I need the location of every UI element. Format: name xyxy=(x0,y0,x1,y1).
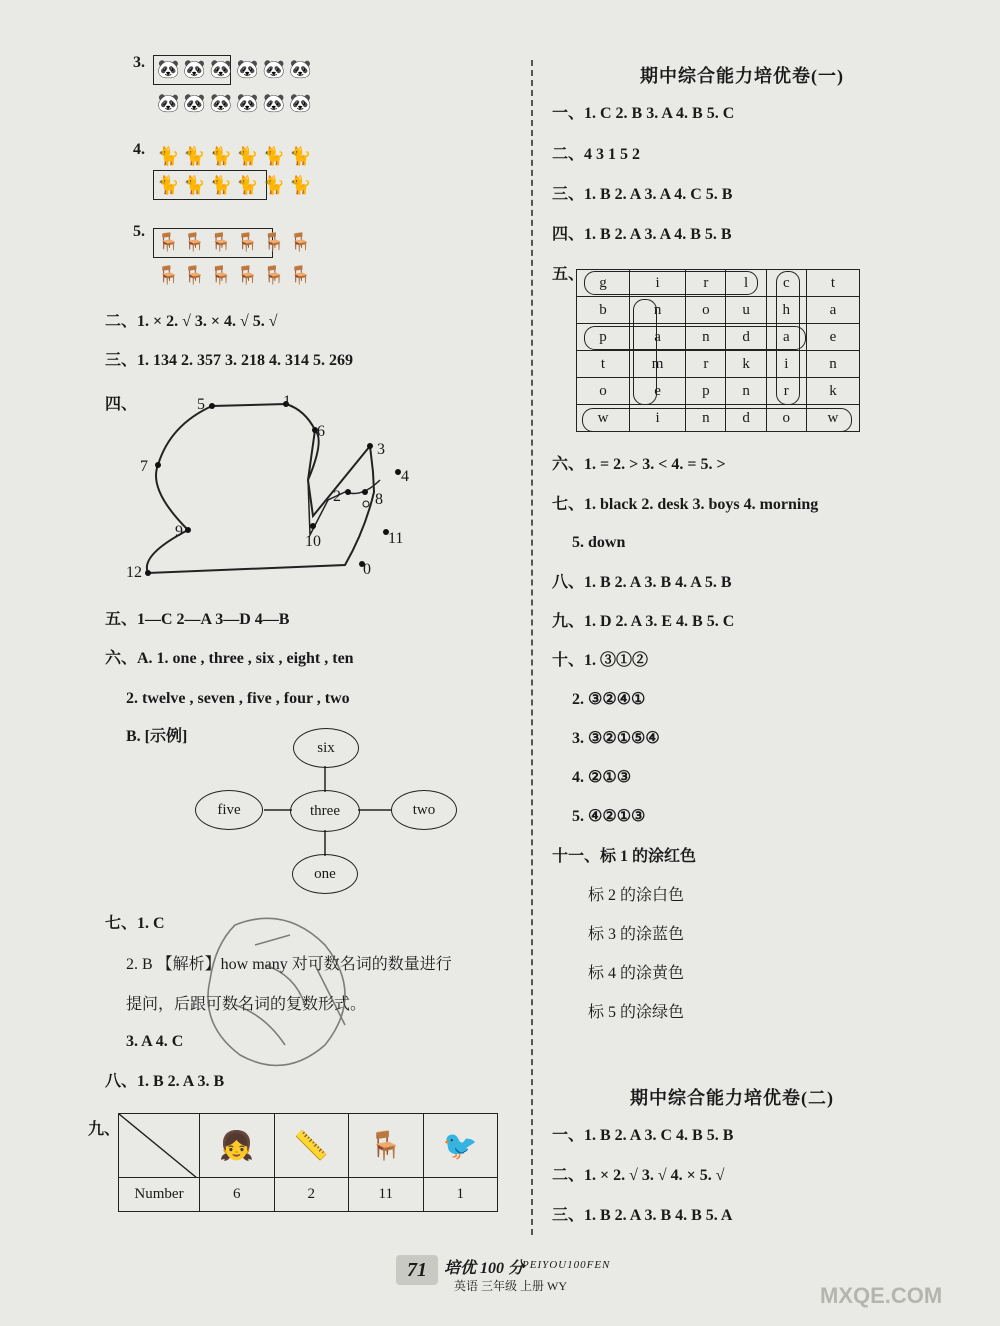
grid-letter-cell: c xyxy=(766,270,806,297)
grid-letter-cell: u xyxy=(726,297,766,324)
grid-letter-cell: a xyxy=(766,324,806,351)
panda-icon: 🐼 xyxy=(262,93,286,113)
right-answer-3: 三、1. B 2. A 3. A 4. C 5. B xyxy=(552,186,733,203)
chair-icon: 🪑 xyxy=(209,265,233,285)
grid-letter-cell: k xyxy=(806,378,859,405)
right-answer-10-5: 5. ④②①③ xyxy=(572,808,646,825)
answer-section-7-2: 2. B 【解析】how many 对可数名词的数量进行 xyxy=(126,956,452,973)
dot-label: 11 xyxy=(388,530,404,547)
grid-letter-cell: i xyxy=(630,270,686,297)
right-answer-1: 一、1. C 2. B 3. A 4. B 5. C xyxy=(552,105,735,122)
animal-row-1 xyxy=(157,145,312,167)
cat-icon: 🐈 xyxy=(209,146,233,166)
circle-word-pen xyxy=(633,299,657,405)
right-answer-10-2: 2. ③②④① xyxy=(572,691,646,708)
circle-word-chair xyxy=(776,271,800,405)
grid-row xyxy=(577,297,860,324)
number-cell: 1 xyxy=(423,1178,498,1212)
right-answer-11-3: 标 3 的涂蓝色 xyxy=(588,926,685,943)
answer-section-9-label: 九、 xyxy=(88,1121,121,1138)
dot-label: 2 xyxy=(333,488,341,505)
panda-row-1 xyxy=(157,58,312,80)
dot-label: 10 xyxy=(305,533,321,550)
grid-letter-cell: w xyxy=(806,405,859,432)
page-number-badge xyxy=(396,1255,438,1285)
dot-label: 12 xyxy=(126,564,142,581)
grid-row xyxy=(577,378,860,405)
animal-row-2 xyxy=(157,174,312,196)
grid-letter-cell: i xyxy=(630,405,686,432)
answer-section-7-2b: 提问，后跟可数名词的复数形式。 xyxy=(126,996,367,1013)
right-answer-2: 二、4 3 1 5 2 xyxy=(552,146,641,163)
panda-icon: 🐼 xyxy=(157,59,180,79)
word-web-top: six xyxy=(293,728,359,768)
right-answer-6: 六、1. = 2. > 3. < 4. = 5. > xyxy=(552,456,726,473)
answer-section-4-label: 四、 xyxy=(105,396,138,413)
answer-section-8: 八、1. B 2. A 3. B xyxy=(105,1073,225,1090)
panda-icon: 🐼 xyxy=(183,93,206,113)
right-answer-11-2: 标 2 的涂白色 xyxy=(588,887,685,904)
cat-icon: 🐈 xyxy=(236,175,259,195)
grid-letter-cell: o xyxy=(766,405,806,432)
grid-letter-cell: d xyxy=(726,324,766,351)
number-cell: 2 xyxy=(274,1178,349,1212)
dot-label: 5 xyxy=(197,396,205,413)
chair-icon: 🪑 xyxy=(209,232,233,252)
circle-word-panda xyxy=(584,326,806,350)
chair-row-2 xyxy=(157,264,312,286)
grid-letter-cell: t xyxy=(577,351,630,378)
word-web-right: two xyxy=(391,790,457,830)
page-number: 71 xyxy=(407,1258,427,1281)
chair-icon: 🪑 xyxy=(262,232,286,252)
dot-label: 9 xyxy=(175,523,183,540)
cat-icon: 🐈 xyxy=(183,146,206,166)
grid-letter-cell: d xyxy=(726,405,766,432)
right-answer-7: 七、1. black 2. desk 3. boys 4. morning xyxy=(552,496,819,513)
panda-icon: 🐼 xyxy=(262,59,286,79)
dot-label: 3 xyxy=(377,441,385,458)
dot-label: 4 xyxy=(401,468,409,485)
answer-section-6b: B. [示例] xyxy=(126,728,188,745)
grid-letter-cell: r xyxy=(686,351,726,378)
grid-letter-cell: n xyxy=(686,324,726,351)
section-title-2: 期中综合能力培优卷(二) xyxy=(630,1088,834,1108)
cat-icon: 🐈 xyxy=(236,146,259,166)
grid-letter-cell: m xyxy=(630,351,686,378)
circle-word-girl xyxy=(584,271,758,295)
panda-icon: 🐼 xyxy=(236,59,259,79)
right-answer-s2: 二、1. × 2. √ 3. √ 4. × 5. √ xyxy=(552,1167,725,1184)
number-cell: 11 xyxy=(349,1178,424,1212)
chair-icon: 🪑 xyxy=(236,232,259,252)
grid-letter-cell: a xyxy=(806,297,859,324)
brand-name: 培优 100 分 xyxy=(444,1260,525,1277)
answer-section-6a-1: 六、A. 1. one , three , six , eight , ten xyxy=(105,650,354,667)
cat-icon: 🐈 xyxy=(209,175,233,195)
number-table xyxy=(118,1113,498,1212)
grid-letter-cell: l xyxy=(726,270,766,297)
page-footer xyxy=(0,1245,1000,1308)
answer-section-2: 二、1. × 2. √ 3. × 4. √ 5. √ xyxy=(105,313,278,330)
right-answer-7b: 5. down xyxy=(572,534,626,551)
right-answer-s1: 一、1. B 2. A 3. C 4. B 5. B xyxy=(552,1127,734,1144)
grid-row xyxy=(577,351,860,378)
grid-letter-cell: p xyxy=(577,324,630,351)
section-title-1: 期中综合能力培优卷(一) xyxy=(640,66,844,86)
grid-letter-cell: o xyxy=(577,378,630,405)
grid-letter-cell: e xyxy=(806,324,859,351)
panda-row-2 xyxy=(157,92,312,114)
girl-icon: 👧 xyxy=(200,1114,275,1178)
dot-label: 7 xyxy=(140,458,148,475)
grid-letter-cell: n xyxy=(630,297,686,324)
cat-icon: 🐈 xyxy=(183,175,206,195)
right-answer-s3: 三、1. B 2. A 3. B 4. B 5. A xyxy=(552,1207,733,1224)
chair-icon: 🪑 xyxy=(262,265,286,285)
circle-word-window xyxy=(582,408,852,432)
grid-letter-cell: i xyxy=(766,351,806,378)
grid-letter-cell: r xyxy=(766,378,806,405)
answer-section-5: 五、1—C 2—A 3—D 4—B xyxy=(105,611,290,628)
cat-icon: 🐈 xyxy=(289,146,312,166)
chair-icon: 🪑 xyxy=(289,232,312,252)
right-answer-5-label: 五、 xyxy=(552,266,585,283)
chair-icon: 🪑 xyxy=(183,265,206,285)
table-diagonal-cell xyxy=(119,1114,200,1178)
grid-letter-cell: g xyxy=(577,270,630,297)
cat-icon: 🐈 xyxy=(157,175,180,195)
panda-icon: 🐼 xyxy=(289,59,312,79)
right-answer-10-1: 十、1. ③①② xyxy=(552,652,649,669)
word-web-bottom: one xyxy=(292,854,358,894)
q3-label: 3. xyxy=(133,54,145,71)
word-web-center: three xyxy=(290,790,360,832)
dot-label: 8 xyxy=(375,491,383,508)
chair-icon: 🪑 xyxy=(157,265,180,285)
connect-dots-drawing xyxy=(100,380,440,590)
answer-section-6a-2: 2. twelve , seven , five , four , two xyxy=(126,690,350,707)
cat-icon: 🐈 xyxy=(262,175,286,195)
grid-letter-cell: b xyxy=(577,297,630,324)
chair-icon: 🪑 xyxy=(157,232,180,252)
right-answer-10-4: 4. ②①③ xyxy=(572,769,632,786)
panda-icon: 🐼 xyxy=(209,93,233,113)
ruler-icon: 📏 xyxy=(274,1114,349,1178)
grid-letter-cell: p xyxy=(686,378,726,405)
grid-letter-cell: r xyxy=(686,270,726,297)
dot-label: 1 xyxy=(283,393,291,410)
column-divider xyxy=(531,60,533,1235)
desk-icon: 🪑 xyxy=(349,1114,424,1178)
panda-icon: 🐼 xyxy=(209,59,233,79)
right-answer-10-3: 3. ③②①⑤④ xyxy=(572,730,660,747)
right-answer-8: 八、1. B 2. A 3. B 4. A 5. B xyxy=(552,574,732,591)
cat-icon: 🐈 xyxy=(157,146,180,166)
grid-letter-cell: n xyxy=(726,378,766,405)
subject-info: 英语 三年级 上册 WY xyxy=(454,1279,567,1293)
number-cell: 6 xyxy=(200,1178,275,1212)
panda-icon: 🐼 xyxy=(236,93,259,113)
q4-label: 4. xyxy=(133,141,145,158)
panda-icon: 🐼 xyxy=(289,93,312,113)
watermark-text: MXQE.COM xyxy=(820,1283,943,1308)
grid-letter-cell: w xyxy=(577,405,630,432)
grid-letter-cell: t xyxy=(806,270,859,297)
row-label-number: Number xyxy=(119,1178,200,1212)
cat-icon: 🐈 xyxy=(289,175,312,195)
right-answer-11-5: 标 5 的涂绿色 xyxy=(588,1004,685,1021)
bird-icon: 🐦 xyxy=(423,1114,498,1178)
answer-section-7-3: 3. A 4. C xyxy=(126,1033,184,1050)
stamp-seal-icon xyxy=(195,905,370,1080)
grid-letter-cell: a xyxy=(630,324,686,351)
grid-letter-cell: n xyxy=(686,405,726,432)
grid-letter-cell: n xyxy=(806,351,859,378)
right-answer-11-1: 十一、标 1 的涂红色 xyxy=(552,848,697,865)
panda-icon: 🐼 xyxy=(183,59,206,79)
q5-label: 5. xyxy=(133,223,145,240)
chair-icon: 🪑 xyxy=(183,232,206,252)
right-answer-11-4: 标 4 的涂黄色 xyxy=(588,965,685,982)
answer-section-3: 三、1. 134 2. 357 3. 218 4. 314 5. 269 xyxy=(105,352,354,369)
chair-row-1 xyxy=(157,231,312,253)
grid-letter-cell: k xyxy=(726,351,766,378)
answer-section-7-1: 七、1. C xyxy=(105,915,165,932)
right-answer-4: 四、1. B 2. A 3. A 4. B 5. B xyxy=(552,226,732,243)
chair-icon: 🪑 xyxy=(289,265,312,285)
grid-letter-cell: o xyxy=(686,297,726,324)
dot-label: 0 xyxy=(363,561,371,578)
panda-icon: 🐼 xyxy=(157,93,180,113)
grid-letter-cell: h xyxy=(766,297,806,324)
grid-letter-cell: e xyxy=(630,378,686,405)
right-answer-9: 九、1. D 2. A 3. E 4. B 5. C xyxy=(552,613,735,630)
cat-icon: 🐈 xyxy=(262,146,286,166)
chair-icon: 🪑 xyxy=(236,265,259,285)
word-web-left: five xyxy=(195,790,263,830)
brand-pinyin: PEIYOU100FEN xyxy=(522,1259,611,1271)
dot-label: 6 xyxy=(317,423,325,440)
